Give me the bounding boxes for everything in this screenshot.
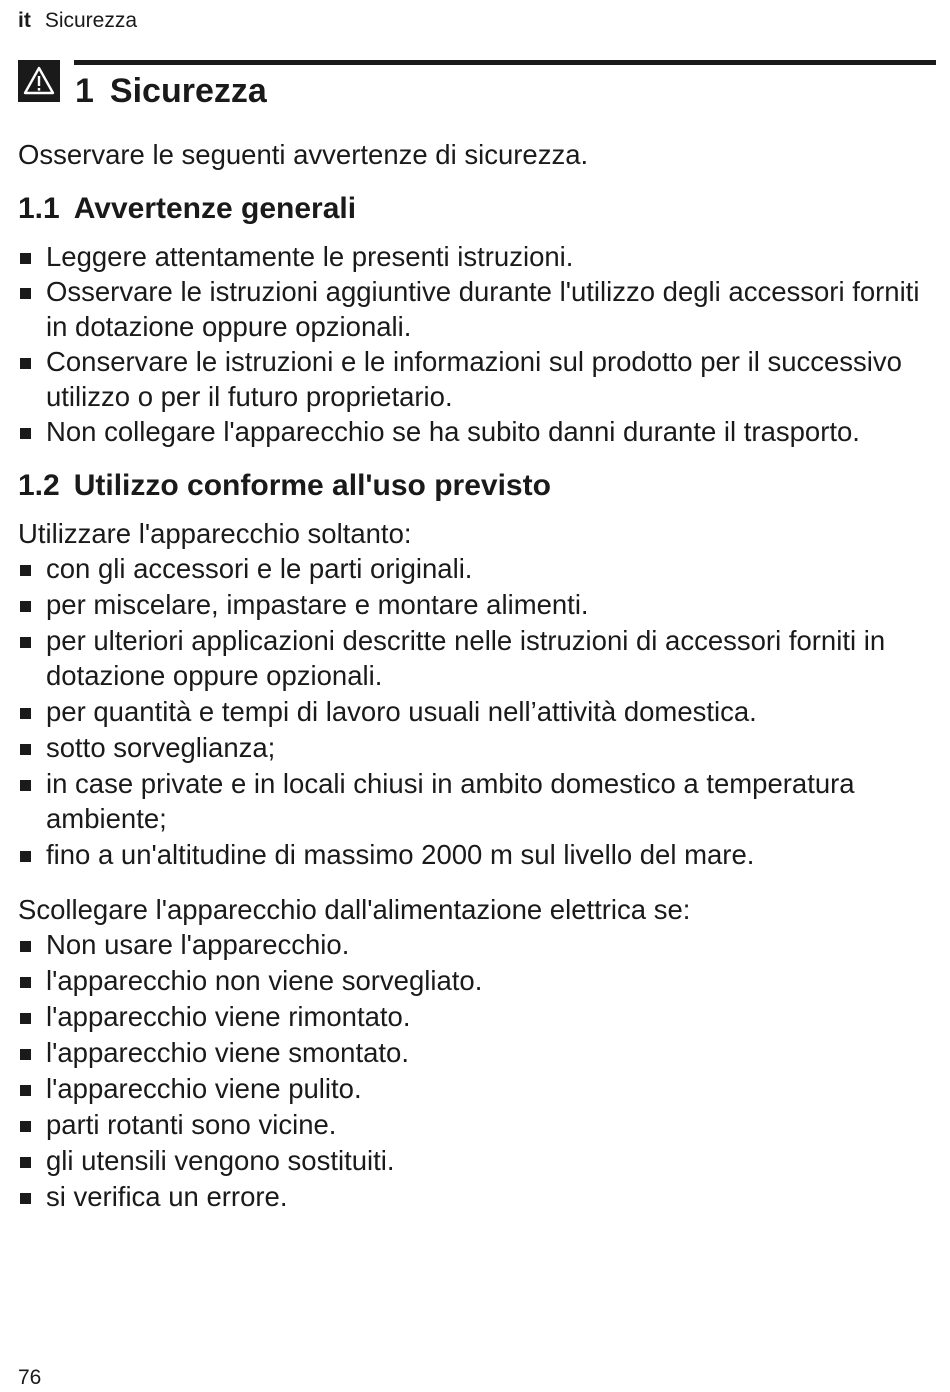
list-item: per quantità e tempi di lavoro usuali nell’attività domestica.	[18, 694, 933, 729]
section-heading-intended-use	[18, 466, 933, 506]
running-header	[18, 9, 137, 33]
section-heading-general	[18, 189, 933, 229]
list-item: fino a un'altitudine di massimo 2000 m sul livello del mare.	[18, 837, 933, 872]
intended-use-list	[18, 551, 933, 872]
list-item: l'apparecchio viene pulito.	[18, 1071, 933, 1106]
chapter-heading	[75, 72, 267, 111]
page-content	[18, 137, 933, 1215]
list-item: gli utensili vengono sostituiti.	[18, 1143, 933, 1178]
language-code: it	[18, 9, 31, 32]
disconnect-conditions-list	[18, 927, 933, 1214]
list-item: Non collegare l'apparecchio se ha subito danni durante il trasporto.	[18, 414, 933, 449]
list-item: sotto sorveglianza;	[18, 730, 933, 765]
section-number: 1.1	[18, 192, 60, 225]
list-item: l'apparecchio viene smontato.	[18, 1035, 933, 1070]
section-title: Utilizzo conforme all'uso previsto	[73, 469, 551, 502]
header-rule	[74, 60, 936, 65]
list-item: si verifica un errore.	[18, 1179, 933, 1214]
list-item: l'apparecchio viene rimontato.	[18, 999, 933, 1034]
general-warnings-list	[18, 239, 933, 449]
disconnect-lead: Scollegare l'apparecchio dall'alimentazione elettrica se:	[18, 894, 691, 925]
intended-use-lead: Utilizzare l'apparecchio soltanto:	[18, 518, 412, 549]
list-item: parti rotanti sono vicine.	[18, 1107, 933, 1142]
section-title: Avvertenze generali	[73, 192, 357, 225]
list-item: in case private e in locali chiusi in ambito domestico a temperatura ambiente;	[18, 766, 933, 836]
list-item: Leggere attentamente le presenti istruzioni.	[18, 239, 933, 274]
warning-triangle-icon	[18, 60, 60, 102]
page-number: 76	[18, 1366, 42, 1389]
section-number: 1.2	[18, 469, 60, 502]
chapter-title: Sicurezza	[109, 72, 267, 110]
list-item: per ulteriori applicazioni descritte nelle istruzioni di accessori forniti in dotazione oppure opzionali.	[18, 623, 933, 693]
list-item: Conservare le istruzioni e le informazioni sul prodotto per il successivo utilizzo o per il futuro proprietario.	[18, 344, 933, 414]
chapter-number: 1	[75, 72, 94, 110]
list-item: con gli accessori e le parti originali.	[18, 551, 933, 586]
running-section-title: Sicurezza	[44, 9, 138, 32]
list-item: Non usare l'apparecchio.	[18, 927, 933, 962]
list-item: l'apparecchio non viene sorvegliato.	[18, 963, 933, 998]
intro-text: Osservare le seguenti avvertenze di sicurezza.	[18, 139, 589, 170]
list-item: Osservare le istruzioni aggiuntive durante l'utilizzo degli accessori forniti in dotazione oppure opzionali.	[18, 274, 933, 344]
list-item: per miscelare, impastare e montare alimenti.	[18, 587, 933, 622]
